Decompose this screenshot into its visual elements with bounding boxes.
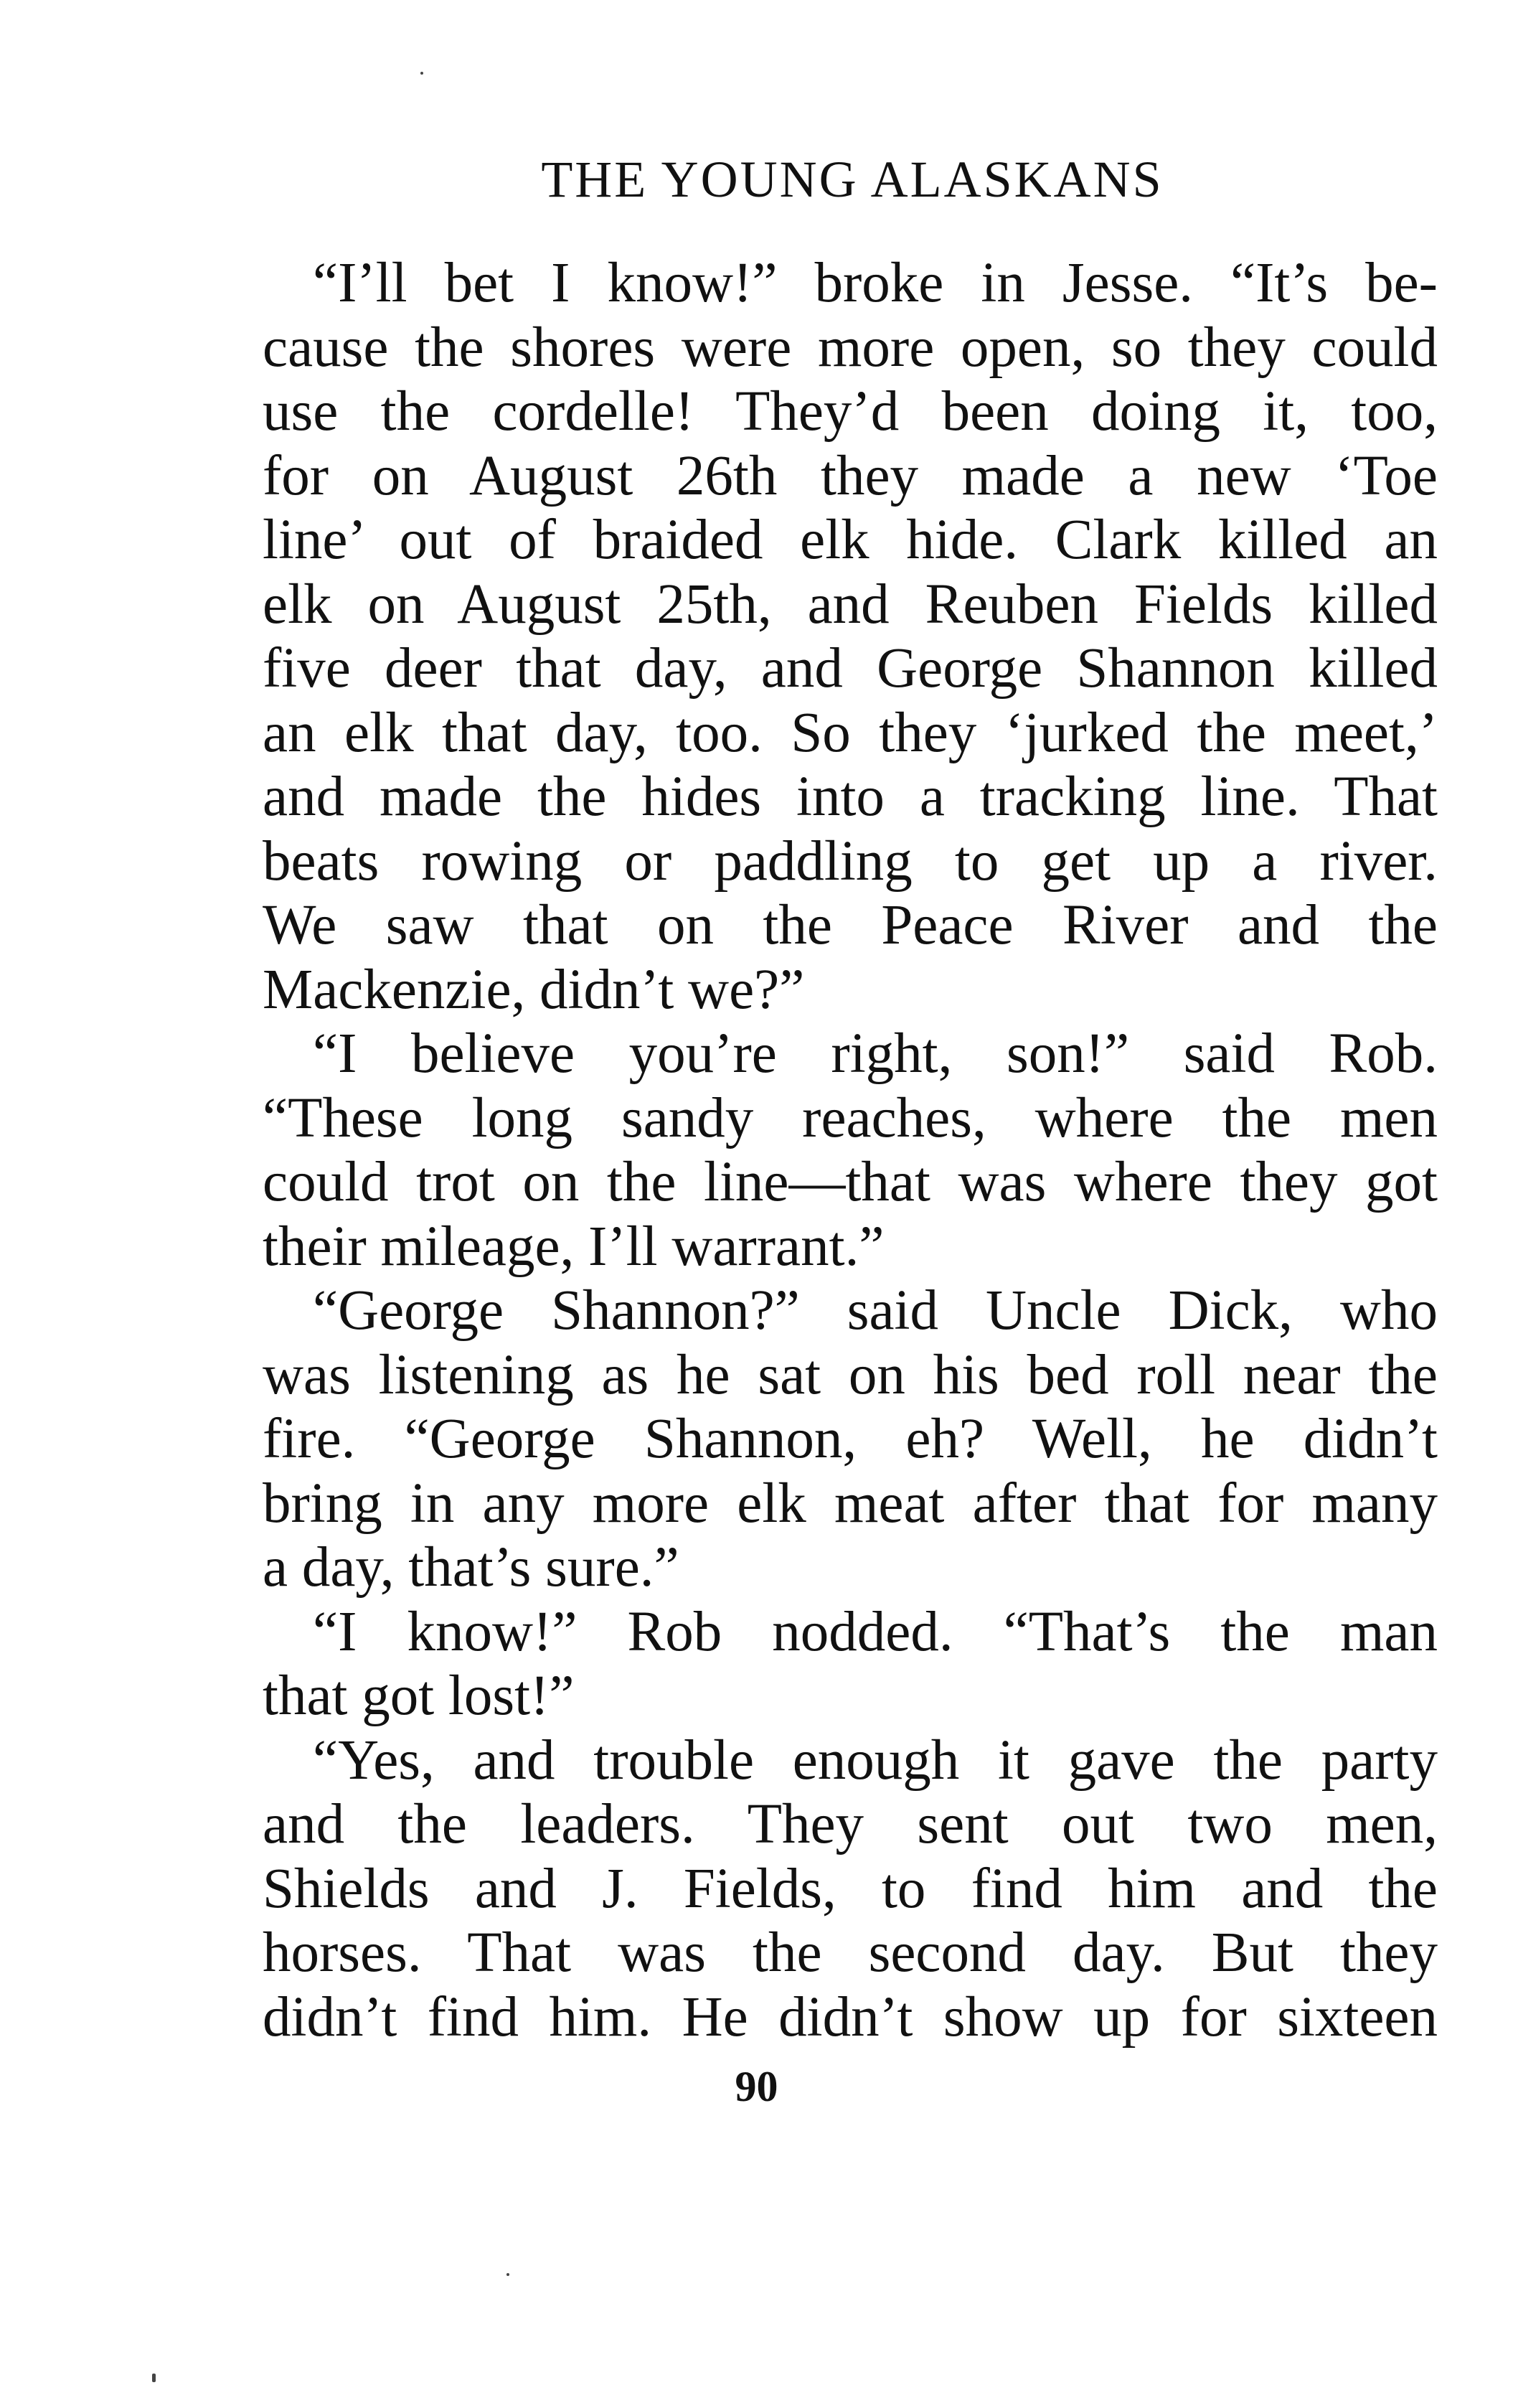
- running-head: THE YOUNG ALASKANS: [541, 151, 1164, 208]
- text-line: beats rowing or paddling to get up a river.: [263, 829, 1438, 893]
- text-line: “I believe you’re right, son!” said Rob.: [313, 1022, 1438, 1085]
- text-line: and made the hides into a tracking line. That: [263, 766, 1438, 828]
- text-line: for on August 26th they made a new ‘Toe: [263, 444, 1438, 507]
- text-line: could trot on the line—that was where they got: [263, 1151, 1438, 1213]
- text-line: horses. That was the second day. But they: [263, 1922, 1438, 1984]
- text-line: cause the shores were more open, so they could: [263, 316, 1438, 379]
- text-line: Shields and J. Fields, to find him and the: [263, 1857, 1438, 1920]
- page-number: 90: [735, 2063, 778, 2110]
- text-line: “I’ll bet I know!” broke in Jesse. “It’s be-: [313, 252, 1438, 314]
- text-line: “I know!” Rob nodded. “That’s the man: [313, 1600, 1438, 1663]
- text-line: Mackenzie, didn’t we?”: [263, 958, 805, 1021]
- text-line: “Yes, and trouble enough it gave the party: [313, 1729, 1438, 1792]
- text-line: five deer that day, and George Shannon killed: [263, 637, 1438, 700]
- text-line: that got lost!”: [263, 1665, 575, 1727]
- text-line: elk on August 25th, and Reuben Fields killed: [263, 573, 1438, 636]
- paper-speck: [420, 72, 423, 75]
- text-line: use the cordelle! They’d been doing it, too,: [263, 380, 1438, 443]
- text-line: didn’t find him. He didn’t show up for sixteen: [263, 1985, 1438, 2049]
- text-line: We saw that on the Peace River and the: [263, 894, 1438, 956]
- text-line: fire. “George Shannon, eh? Well, he didn’t: [263, 1408, 1438, 1470]
- paper-speck: [506, 2273, 509, 2276]
- text-line: a day, that’s sure.”: [263, 1536, 679, 1599]
- text-line: was listening as he sat on his bed roll near the: [263, 1343, 1438, 1406]
- text-line: and the leaders. They sent out two men,: [263, 1793, 1438, 1856]
- text-line: an elk that day, too. So they ‘jurked the meet,’: [263, 701, 1438, 764]
- paper-speck: [152, 2374, 156, 2382]
- text-line: bring in any more elk meat after that for many: [263, 1472, 1438, 1535]
- body-text: [263, 251, 1438, 2049]
- text-line: their mileage, I’ll warrant.”: [263, 1215, 885, 1278]
- text-line: “These long sandy reaches, where the men: [263, 1086, 1438, 1149]
- text-line: line’ out of braided elk hide. Clark killed an: [263, 509, 1438, 571]
- text-line: “George Shannon?” said Uncle Dick, who: [313, 1279, 1438, 1342]
